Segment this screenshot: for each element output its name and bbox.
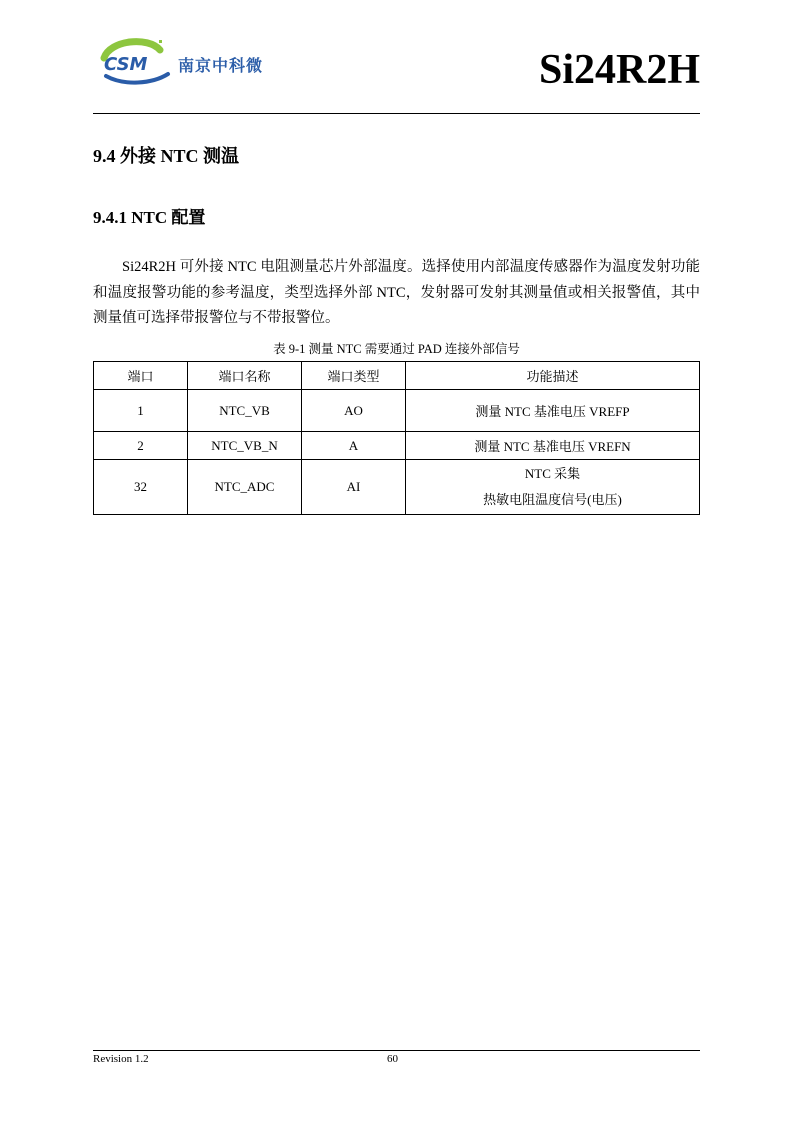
section-heading: 9.4 外接 NTC 测温 <box>93 146 240 166</box>
table-header-row <box>94 362 700 390</box>
body-paragraph: Si24R2H 可外接 NTC 电阻测量芯片外部温度。选择使用内部温度传感器作为温度发射功能和温度报警功能的参考温度，类型选择外部 NTC，发射器可发射其测量值或相关报警值，其中测量值可选择带报警位与不带报警位。 <box>93 259 700 326</box>
cell-desc-line: NTC 采集 <box>524 466 581 481</box>
document-title: Si24R2H <box>538 47 700 93</box>
subsection-heading: 9.4.1 NTC 配置 <box>93 208 206 227</box>
company-logo <box>96 36 306 86</box>
logo-mark-text: CSM <box>104 54 148 75</box>
port-table <box>93 361 700 515</box>
cell-desc-line: 热敏电阻温度信号(电压) <box>483 492 622 507</box>
footer-rule <box>93 1050 700 1051</box>
cell-name: NTC_ADC <box>188 460 302 515</box>
cell-name: NTC_VB_N <box>188 432 302 460</box>
cell-port: 32 <box>94 460 188 515</box>
table-row <box>94 390 700 432</box>
header-port-type: 端口类型 <box>302 362 406 390</box>
footer-revision: Revision 1.2 <box>93 1053 149 1065</box>
cell-type: AI <box>302 460 406 515</box>
cell-desc <box>406 460 700 515</box>
cell-port: 2 <box>94 432 188 460</box>
cell-type: A <box>302 432 406 460</box>
table-row <box>94 460 700 515</box>
header-port-name: 端口名称 <box>188 362 302 390</box>
company-name: 南京中科微 <box>178 56 264 75</box>
table-row <box>94 432 700 460</box>
cell-desc: 测量 NTC 基准电压 VREFP <box>406 390 700 432</box>
page-number: 60 <box>387 1053 398 1065</box>
header-function: 功能描述 <box>406 362 700 390</box>
header-rule <box>93 113 700 114</box>
cell-name: NTC_VB <box>188 390 302 432</box>
csm-logo-mark <box>96 36 176 86</box>
table-caption: 表 9-1 测量 NTC 需要通过 PAD 连接外部信号 <box>273 342 520 356</box>
cell-type: AO <box>302 390 406 432</box>
cell-port: 1 <box>94 390 188 432</box>
header-port: 端口 <box>94 362 188 390</box>
cell-desc: 测量 NTC 基准电压 VREFN <box>406 432 700 460</box>
